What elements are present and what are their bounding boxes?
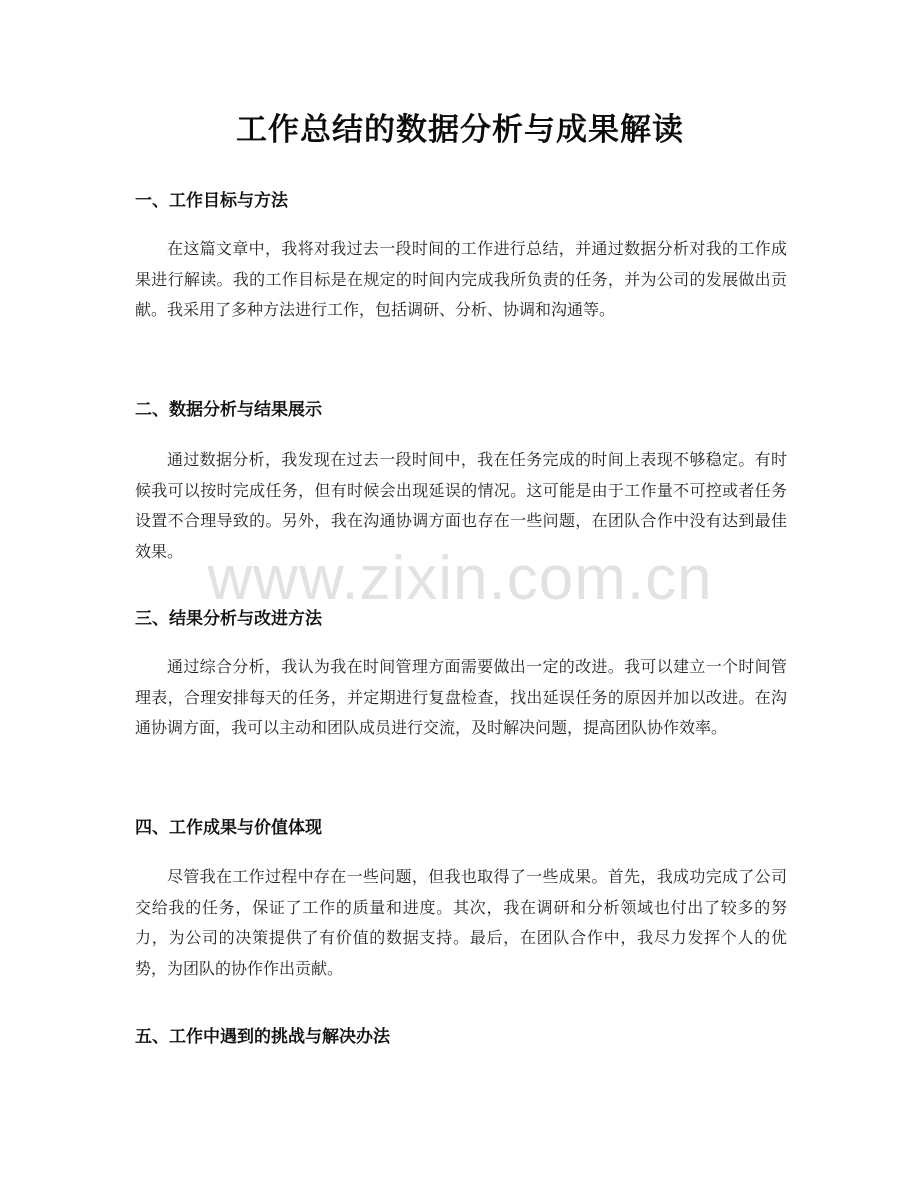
section-paragraph-4: 尽管我在工作过程中存在一些问题，但我也取得了一些成果。首先，我成功完成了公司交给我的任务，保证了工作的质量和进度。其次，我在调研和分析领域也付出了较多的努力，为公司的决策提供了有价值的数据支持。最后，在团队合作中，我尽力发挥个人的优势，为团队的协作作出贡献。 [135, 867, 787, 978]
section-paragraph-1: 在这篇文章中，我将对我过去一段时间的工作进行总结，并通过数据分析对我的工作成果进行解读。我的工作目标是在规定的时间内完成我所负责的任务，并为公司的发展做出贡献。我采用了多种方法进行工作，包括调研、分析、协调和沟通等。 [135, 239, 787, 319]
section-heading-2: 二、数据分析与结果展示 [135, 400, 322, 420]
section-heading-3: 三、结果分析与改进方法 [135, 609, 322, 629]
section-paragraph-2: 通过数据分析，我发现在过去一段时间中，我在任务完成的时间上表现不够稳定。有时候我可以按时完成任务，但有时候会出现延误的情况。这可能是由于工作量不可控或者任务设置不合理导致的。另外，我在沟通协调方面也存在一些问题，在团队合作中没有达到最佳效果。 [135, 450, 787, 561]
watermark-text: www.zixin.com.cn [207, 544, 713, 613]
document-title: 工作总结的数据分析与成果解读 [236, 112, 684, 148]
section-heading-4: 四、工作成果与价值体现 [135, 818, 322, 838]
section-heading-1: 一、工作目标与方法 [135, 191, 288, 211]
section-paragraph-3: 通过综合分析，我认为我在时间管理方面需要做出一定的改进。我可以建立一个时间管理表，合理安排每天的任务，并定期进行复盘检查，找出延误任务的原因并加以改进。在沟通协调方面，我可以主动和团队成员进行交流，及时解决问题，提高团队协作效率。 [135, 657, 787, 737]
section-heading-5: 五、工作中遇到的挑战与解决办法 [135, 1027, 390, 1047]
